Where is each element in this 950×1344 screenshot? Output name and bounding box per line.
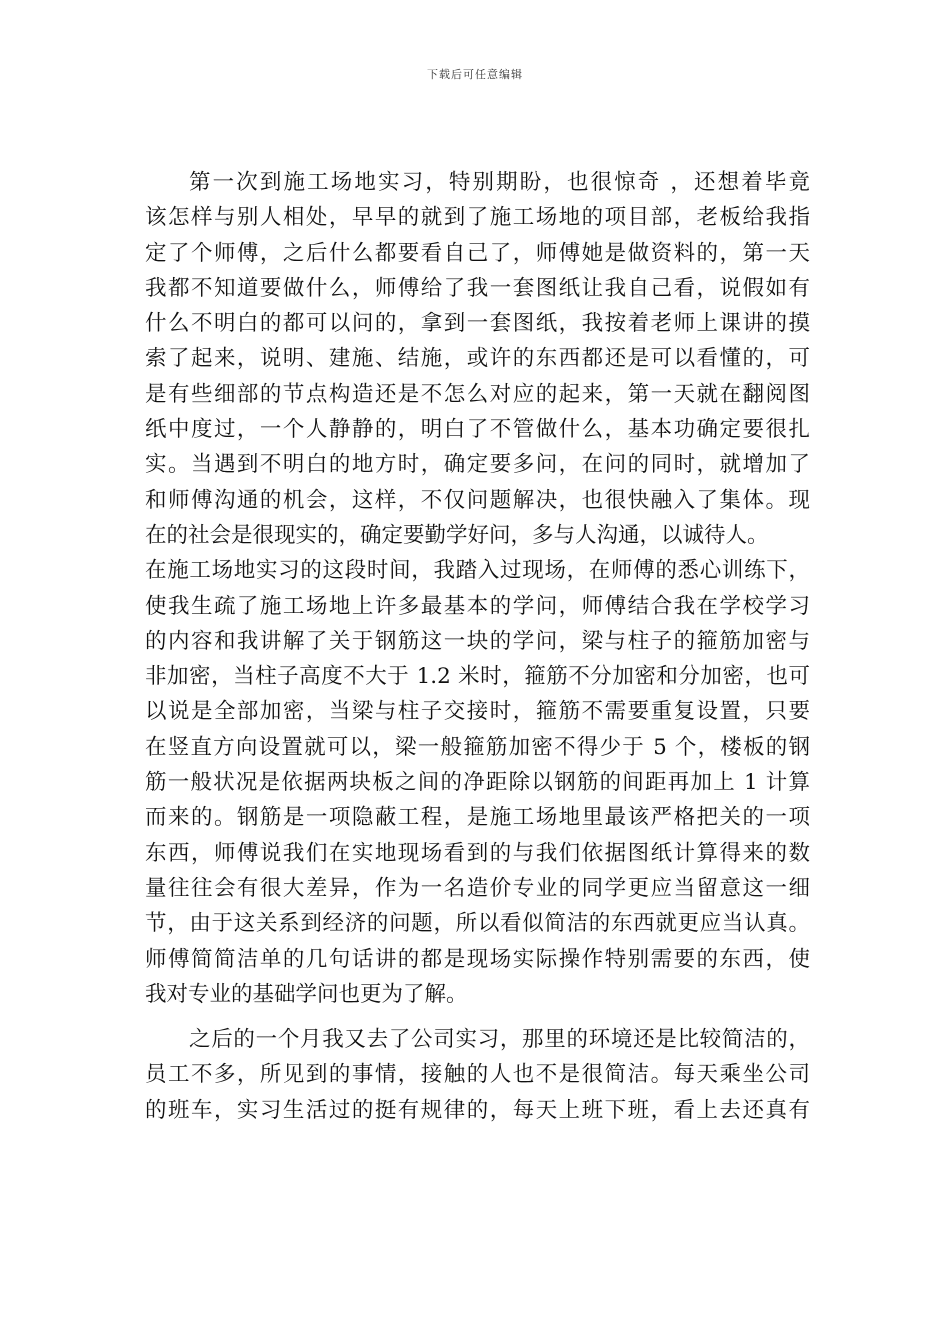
text-line: 和师傅沟通的机会，这样，不仅问题解决，也很快融入了集体。现 bbox=[145, 487, 810, 513]
text-line: 是有些细部的节点构造还是不怎么对应的起来，第一天就在翻阅图 bbox=[145, 381, 810, 407]
document-body bbox=[145, 165, 810, 1128]
text-line: 之后的一个月我又去了公司实习，那里的环境还是比较简洁的， bbox=[189, 1027, 810, 1053]
text-line: 的内容和我讲解了关于钢筋这一块的学问，梁与柱子的箍筋加密与 bbox=[145, 628, 810, 654]
text-line: 师傅简简洁单的几句话讲的都是现场实际操作特别需要的东西，使 bbox=[145, 946, 810, 972]
text-line: 在施工场地实习的这段时间，我踏入过现场，在师傅的悉心训练下， bbox=[145, 558, 810, 584]
text-line: 实。当遇到不明白的地方时，确定要多问，在问的同时，就增加了 bbox=[145, 452, 810, 478]
text-line: 员工不多，所见到的事情，接触的人也不是很简洁。每天乘坐公司 bbox=[145, 1062, 810, 1088]
text-line: 在的社会是很现实的，确定要勤学好问，多与人沟通，以诚待人。 bbox=[145, 522, 769, 548]
text-line: 筋一般状况是依据两块板之间的净距除以钢筋的间距再加上 1 计算 bbox=[145, 770, 810, 796]
text-line: 索了起来，说明、建施、结施，或许的东西都还是可以看懂的，可 bbox=[145, 346, 810, 372]
text-line: 我对专业的基础学问也更为了解。 bbox=[145, 981, 468, 1007]
text-line: 纸中度过，一个人静静的，明白了不管做什么，基本功确定要很扎 bbox=[145, 417, 810, 443]
text-line: 而来的。钢筋是一项隐蔽工程，是施工场地里最该严格把关的一项 bbox=[145, 805, 810, 831]
text-line: 什么不明白的都可以问的，拿到一套图纸，我按着老师上课讲的摸 bbox=[145, 311, 810, 337]
text-line: 第一次到施工场地实习，特别期盼，也很惊奇 ，还想着毕竟 bbox=[189, 170, 810, 195]
text-line: 该怎样与别人相处，早早的就到了施工场地的项目部，老板给我指 bbox=[145, 205, 810, 231]
text-line: 在竖直方向设置就可以，梁一般箍筋加密不得少于 5 个，楼板的钢 bbox=[145, 734, 810, 760]
text-line: 东西，师傅说我们在实地现场看到的与我们依据图纸计算得来的数 bbox=[145, 840, 810, 866]
header-note: 下载后可任意编辑 bbox=[427, 68, 523, 81]
text-line: 以说是全部加密，当梁与柱子交接时，箍筋不需要重复设置，只要 bbox=[145, 699, 810, 725]
text-line: 我都不知道要做什么，师傅给了我一套图纸让我自己看，说假如有 bbox=[145, 275, 810, 301]
paragraph-gap bbox=[145, 1012, 810, 1022]
text-line: 非加密，当柱子高度不大于 1.2 米时，箍筋不分加密和分加密，也可 bbox=[145, 664, 810, 690]
text-line: 定了个师傅，之后什么都要看自己了，师傅她是做资料的，第一天 bbox=[145, 240, 810, 266]
text-line: 节，由于这关系到经济的问题，所以看似简洁的东西就更应当认真。 bbox=[145, 911, 810, 937]
text-line: 量往往会有很大差异，作为一名造价专业的同学更应当留意这一细 bbox=[145, 875, 810, 901]
text-line: 使我生疏了施工场地上许多最基本的学问，师傅结合我在学校学习 bbox=[145, 593, 810, 619]
text-line: 的班车，实习生活过的挺有规律的，每天上班下班，看上去还真有 bbox=[145, 1097, 810, 1123]
